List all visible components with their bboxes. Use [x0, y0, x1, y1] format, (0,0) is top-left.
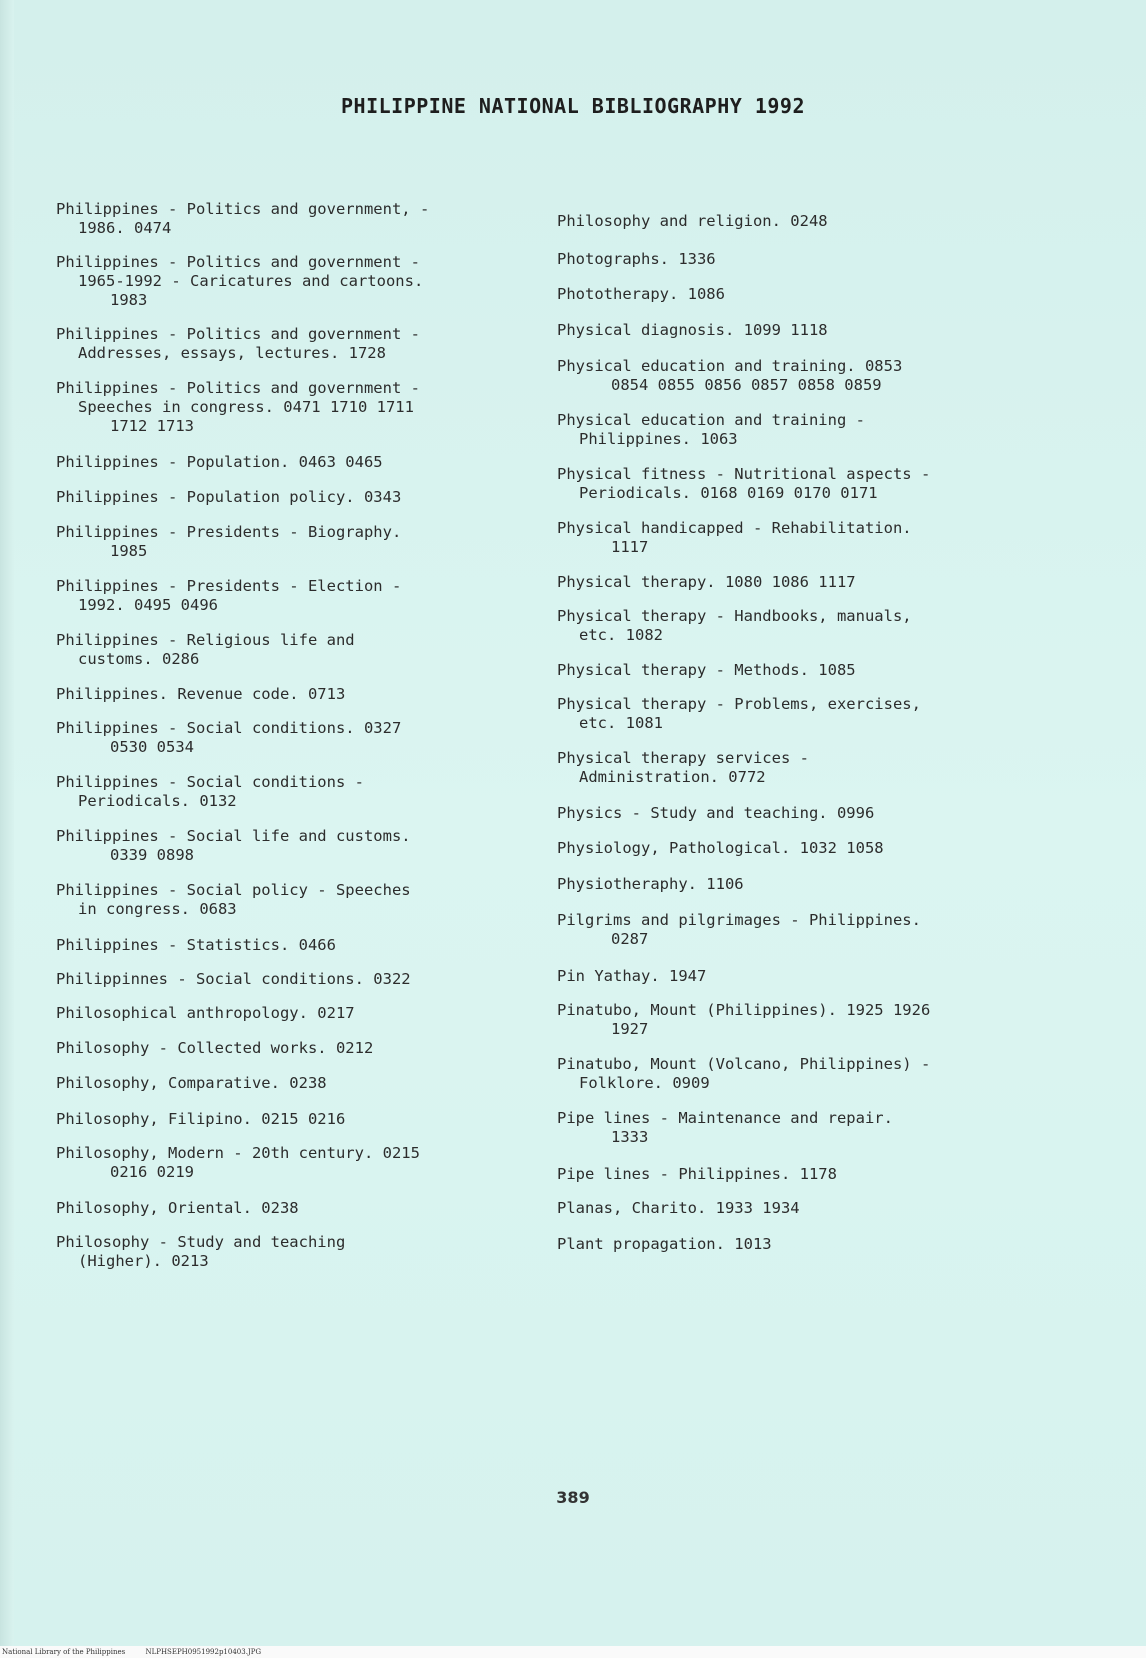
entry-heading: Philosophy, Oriental. 0238: [56, 1199, 299, 1217]
entry-continuation: 0339 0898: [110, 846, 194, 864]
entry-continuation: 1986. 0474: [78, 219, 172, 237]
entry-continuation: 1983: [110, 291, 148, 309]
footer-file-name: NLPHSEPH0951992p10403.JPG: [145, 1648, 262, 1656]
entry-heading: Philippines - Social conditions. 0327: [56, 719, 402, 737]
entry-continuation: 0287: [611, 930, 649, 948]
entry-heading: Philippines - Politics and government, -: [56, 200, 430, 218]
index-entry: [557, 1109, 1027, 1147]
footer-library-name: National Library of the Philippines: [2, 1648, 126, 1656]
index-entry: [557, 285, 1027, 304]
entry-heading: Pipe lines - Maintenance and repair.: [557, 1109, 893, 1127]
entry-continuation: customs. 0286: [78, 650, 200, 668]
entry-heading: Philosophy and religion. 0248: [557, 212, 828, 230]
entry-heading: Philippines. Revenue code. 0713: [56, 685, 346, 703]
index-entry: [56, 253, 526, 310]
index-entry: [56, 379, 526, 436]
entry-continuation: Administration. 0772: [579, 768, 766, 786]
index-entry: [56, 1110, 526, 1129]
entry-heading: Physical therapy - Methods. 1085: [557, 661, 856, 679]
entry-heading: Philippines - Social life and customs.: [56, 827, 411, 845]
index-entry: [56, 200, 526, 238]
entry-continuation: (Higher). 0213: [78, 1252, 209, 1270]
index-entry: [557, 321, 1027, 340]
index-entry: [557, 411, 1027, 449]
index-entry: [56, 936, 526, 955]
entry-heading: Pipe lines - Philippines. 1178: [557, 1165, 837, 1183]
entry-continuation: Periodicals. 0168 0169 0170 0171: [579, 484, 878, 502]
index-entry: [56, 1074, 526, 1093]
index-entry: [56, 773, 526, 811]
entry-heading: Philippines - Presidents - Election -: [56, 577, 402, 595]
entry-continuation: Folklore. 0909: [579, 1074, 710, 1092]
index-entry: [557, 519, 1027, 557]
page-title: PHILIPPINE NATIONAL BIBLIOGRAPHY 1992: [340, 94, 806, 118]
index-entry: [557, 967, 1027, 986]
index-entry: [56, 1233, 526, 1271]
entry-heading: Philippines - Population. 0463 0465: [56, 453, 383, 471]
entry-heading: Philosophy - Study and teaching: [56, 1233, 346, 1251]
index-entry: [557, 1001, 1027, 1039]
index-entry: [56, 827, 526, 865]
index-entry: [557, 465, 1027, 503]
entry-heading: Philippines - Politics and government -: [56, 325, 420, 343]
entry-continuation: etc. 1082: [579, 626, 663, 644]
entry-heading: Philippinnes - Social conditions. 0322: [56, 970, 411, 988]
entry-continuation: 1117: [611, 538, 649, 556]
entry-continuation: 1927: [611, 1020, 649, 1038]
entry-heading: Phototherapy. 1086: [557, 285, 725, 303]
entry-heading: Planas, Charito. 1933 1934: [557, 1199, 800, 1217]
entry-continuation: 0854 0855 0856 0857 0858 0859: [611, 376, 882, 394]
entry-heading: Photographs. 1336: [557, 250, 716, 268]
entry-continuation: 1965-1992 - Caricatures and cartoons.: [78, 272, 424, 290]
entry-continuation: Periodicals. 0132: [78, 792, 237, 810]
index-entry: [56, 523, 526, 561]
index-entry: [557, 661, 1027, 680]
entry-continuation: 0530 0534: [110, 738, 194, 756]
entry-heading: Philosophy, Modern - 20th century. 0215: [56, 1144, 420, 1162]
index-entry: [56, 577, 526, 615]
entry-heading: Pilgrims and pilgrimages - Philippines.: [557, 911, 921, 929]
entry-heading: Philosophy, Comparative. 0238: [56, 1074, 327, 1092]
index-entry: [557, 1235, 1027, 1254]
index-entry: [557, 1165, 1027, 1184]
entry-continuation: Addresses, essays, lectures. 1728: [78, 344, 386, 362]
index-entry: [557, 695, 1027, 733]
index-entry: [56, 719, 526, 757]
index-entry: [557, 212, 1027, 231]
index-entry: [56, 488, 526, 507]
entry-heading: Philosophy, Filipino. 0215 0216: [56, 1110, 346, 1128]
entry-heading: Physical diagnosis. 1099 1118: [557, 321, 828, 339]
entry-heading: Physical fitness - Nutritional aspects -: [557, 465, 931, 483]
index-entry: [56, 1039, 526, 1058]
page-edge-shadow: [0, 0, 14, 1658]
entry-heading: Physics - Study and teaching. 0996: [557, 804, 875, 822]
entry-heading: Philippines - Social policy - Speeches: [56, 881, 411, 899]
entry-heading: Physical therapy - Handbooks, manuals,: [557, 607, 912, 625]
index-entry: [557, 1199, 1027, 1218]
entry-continuation: Philippines. 1063: [579, 430, 738, 448]
index-entry: [557, 573, 1027, 592]
entry-heading: Philippines - Statistics. 0466: [56, 936, 336, 954]
entry-heading: Pin Yathay. 1947: [557, 967, 707, 985]
entry-continuation: Speeches in congress. 0471 1710 1711: [78, 398, 414, 416]
index-entry: [557, 804, 1027, 823]
index-entry: [56, 325, 526, 363]
index-entry: [56, 881, 526, 919]
entry-continuation: 1985: [110, 542, 148, 560]
index-entry: [557, 250, 1027, 269]
index-entry: [557, 1055, 1027, 1093]
entry-heading: Philippines - Social conditions -: [56, 773, 364, 791]
entry-heading: Philippines - Politics and government -: [56, 253, 420, 271]
index-entry: [557, 875, 1027, 894]
entry-continuation: 1712 1713: [110, 417, 194, 435]
entry-continuation: in congress. 0683: [78, 900, 237, 918]
entry-continuation: 1992. 0495 0496: [78, 596, 218, 614]
index-entry: [56, 970, 526, 989]
entry-heading: Pinatubo, Mount (Philippines). 1925 1926: [557, 1001, 931, 1019]
entry-continuation: 1333: [611, 1128, 649, 1146]
index-entry: [56, 1144, 526, 1182]
index-entry: [557, 839, 1027, 858]
index-entry: [56, 1199, 526, 1218]
entry-heading: Plant propagation. 1013: [557, 1235, 772, 1253]
entry-heading: Physiology, Pathological. 1032 1058: [557, 839, 884, 857]
index-entry: [56, 631, 526, 669]
entry-heading: Physiotheraphy. 1106: [557, 875, 744, 893]
entry-continuation: 0216 0219: [110, 1163, 194, 1181]
entry-heading: Philippines - Population policy. 0343: [56, 488, 402, 506]
entry-heading: Physical handicapped - Rehabilitation.: [557, 519, 912, 537]
entry-heading: Physical therapy services -: [557, 749, 809, 767]
entry-heading: Philippines - Presidents - Biography.: [56, 523, 402, 541]
entry-heading: Philippines - Religious life and: [56, 631, 355, 649]
entry-heading: Philippines - Politics and government -: [56, 379, 420, 397]
index-entry: [56, 1004, 526, 1023]
entry-heading: Physical education and training. 0853: [557, 357, 903, 375]
entry-heading: Pinatubo, Mount (Volcano, Philippines) -: [557, 1055, 931, 1073]
index-entry: [557, 607, 1027, 645]
entry-continuation: etc. 1081: [579, 714, 663, 732]
index-entry: [56, 453, 526, 472]
index-entry: [56, 685, 526, 704]
scan-footer: [0, 1646, 1146, 1658]
entry-heading: Philosophical anthropology. 0217: [56, 1004, 355, 1022]
index-entry: [557, 749, 1027, 787]
entry-heading: Physical therapy. 1080 1086 1117: [557, 573, 856, 591]
entry-heading: Physical therapy - Problems, exercises,: [557, 695, 921, 713]
entry-heading: Physical education and training -: [557, 411, 865, 429]
page-number: 389: [556, 1488, 590, 1507]
index-entry: [557, 911, 1027, 949]
index-entry: [557, 357, 1027, 395]
entry-heading: Philosophy - Collected works. 0212: [56, 1039, 374, 1057]
